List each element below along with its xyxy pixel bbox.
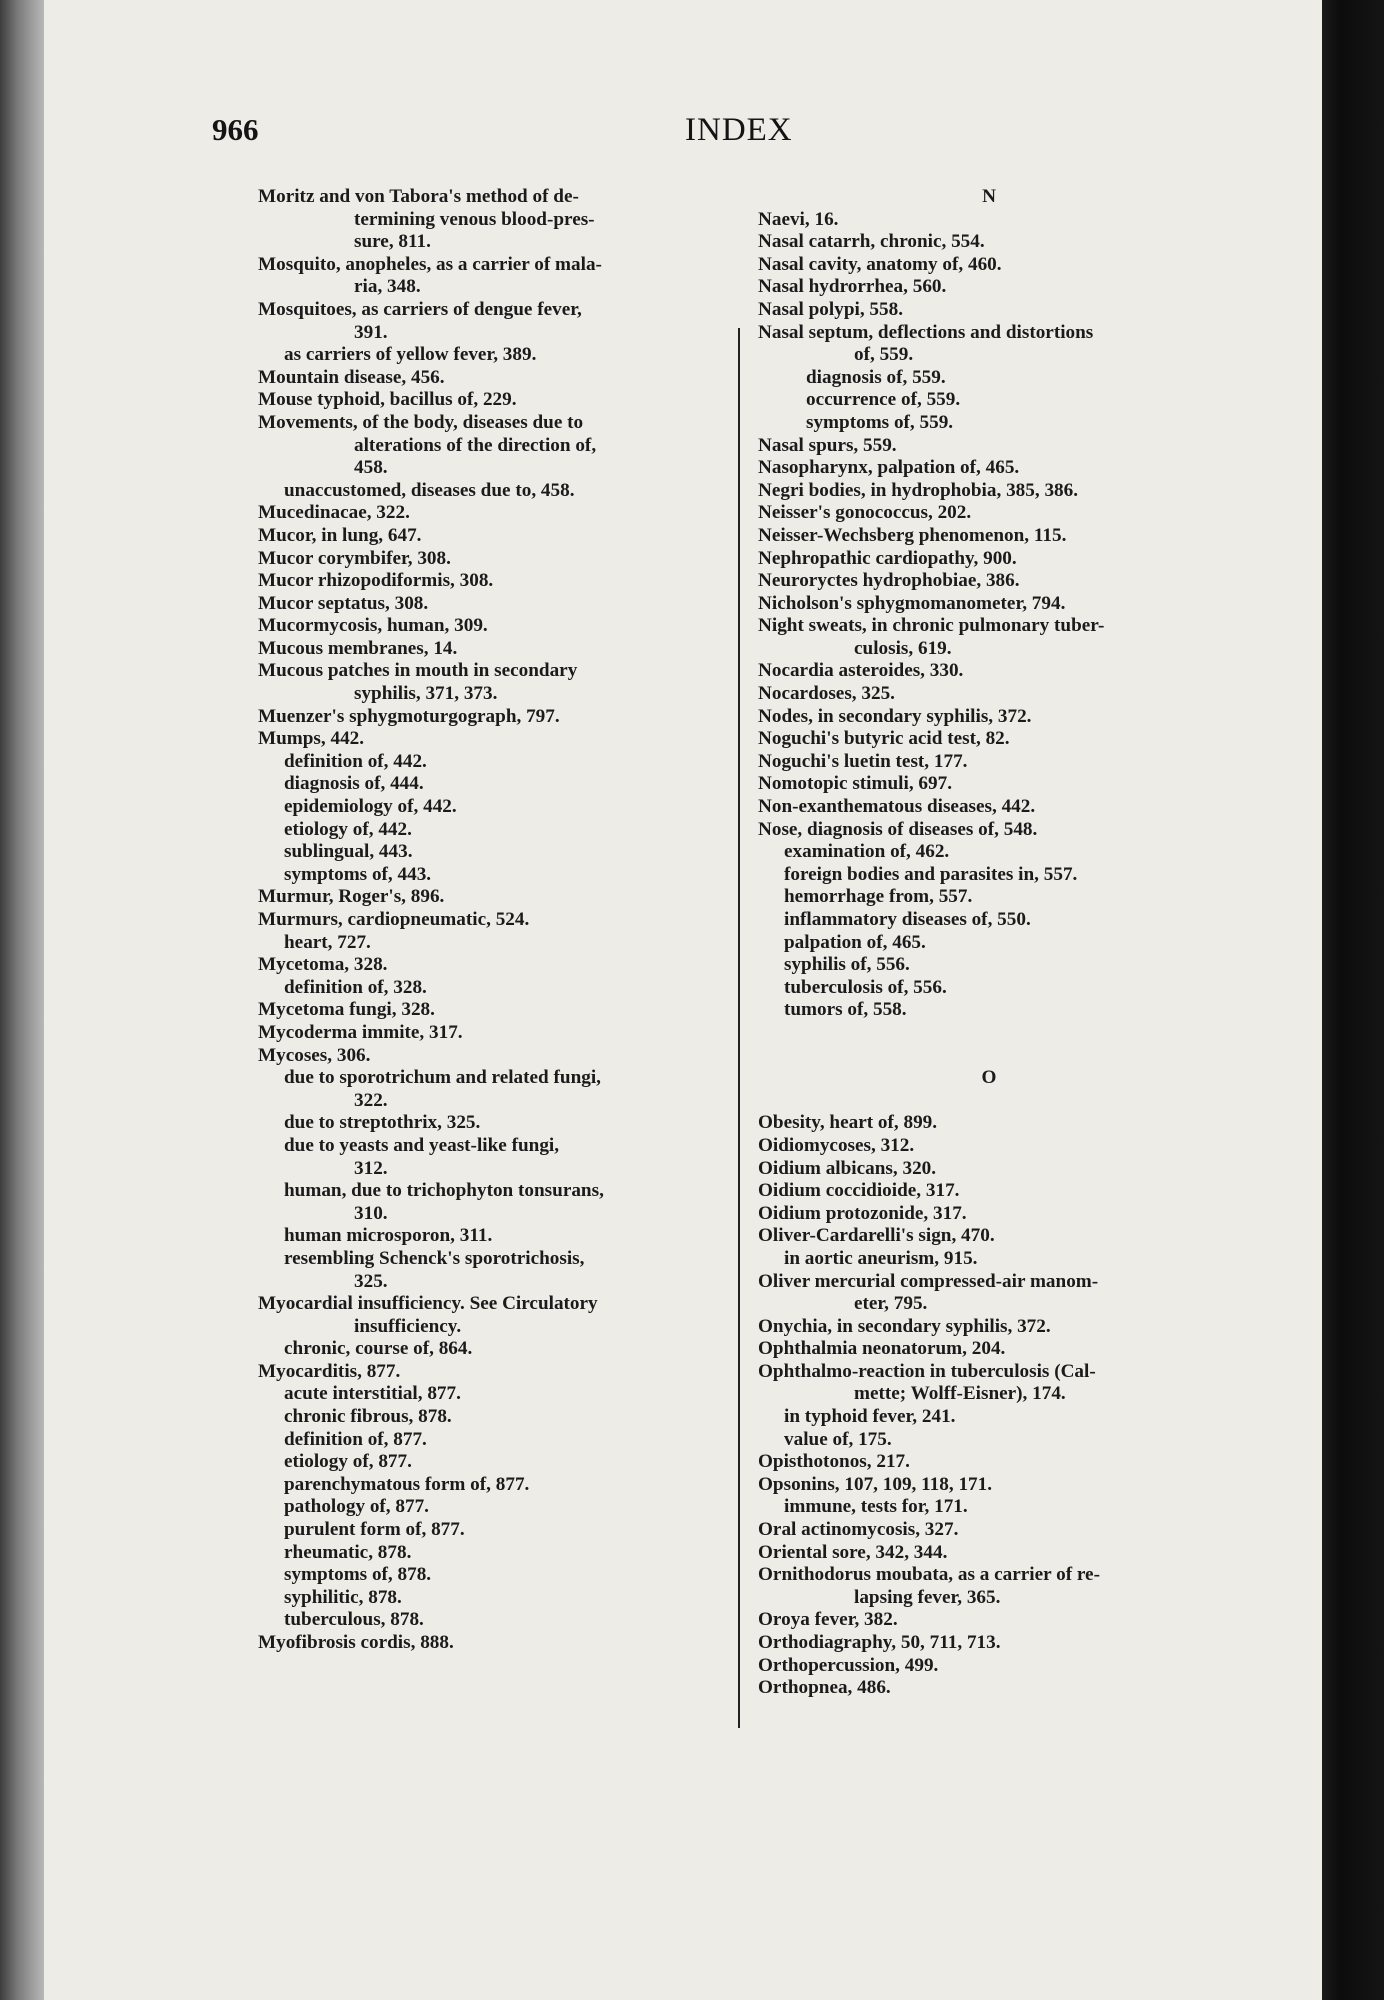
index-entry: Oriental sore, 342, 344. xyxy=(758,1541,948,1563)
index-subentry: resembling Schenck's sporotrichosis, xyxy=(284,1247,585,1269)
index-entry: Nasopharynx, palpation of, 465. xyxy=(758,457,1020,479)
index-entry: Night sweats, in chronic pulmonary tuber- xyxy=(758,615,1105,637)
index-entry: Nasal polypi, 558. xyxy=(758,298,904,320)
index-subentry: definition of, 328. xyxy=(284,976,427,998)
index-subentry: purulent form of, 877. xyxy=(284,1519,465,1541)
index-entry: Murmur, Roger's, 896. xyxy=(258,886,445,908)
index-subentry: human, due to trichophyton tonsurans, xyxy=(284,1180,604,1202)
index-subentry: value of, 175. xyxy=(784,1428,892,1450)
index-subentry: sublingual, 443. xyxy=(284,841,413,863)
index-entry-continuation: termining venous blood-pres- xyxy=(354,208,595,230)
index-entry: Naevi, 16. xyxy=(758,208,839,230)
index-entry: Neisser-Wechsberg phenomenon, 115. xyxy=(758,524,1067,546)
index-entry-continuation: of, 559. xyxy=(854,344,914,366)
index-entry: Ophthalmia neonatorum, 204. xyxy=(758,1338,1006,1360)
section-letter: N xyxy=(982,186,996,207)
index-entry-continuation: syphilis, 371, 373. xyxy=(354,683,498,705)
index-entry-continuation: 310. xyxy=(354,1202,388,1224)
index-entry: Onychia, in secondary syphilis, 372. xyxy=(758,1315,1051,1337)
index-entry-continuation: eter, 795. xyxy=(854,1293,928,1315)
index-subentry: epidemiology of, 442. xyxy=(284,796,457,818)
index-entry: Mucor, in lung, 647. xyxy=(258,524,422,546)
index-entry: Orthopnea, 486. xyxy=(758,1677,891,1699)
index-entry: Ornithodorus moubata, as a carrier of re- xyxy=(758,1564,1100,1586)
index-entry-continuation: mette; Wolff-Eisner), 174. xyxy=(854,1383,1066,1405)
index-entry: Non-exanthematous diseases, 442. xyxy=(758,796,1036,818)
index-subentry: in aortic aneurism, 915. xyxy=(784,1247,978,1269)
index-entry: Oidiomycoses, 312. xyxy=(758,1134,915,1156)
index-entry: Mouse typhoid, bacillus of, 229. xyxy=(258,389,517,411)
index-entry-continuation: ria, 348. xyxy=(354,276,421,298)
index-entry-continuation: 391. xyxy=(354,321,388,343)
index-subentry: tuberculosis of, 556. xyxy=(784,976,947,998)
index-entry-continuation: alterations of the direction of, xyxy=(354,434,597,456)
index-subentry: due to streptothrix, 325. xyxy=(284,1112,481,1134)
index-entry: Oidium protozonide, 317. xyxy=(758,1202,967,1224)
index-entry: Nocardoses, 325. xyxy=(758,683,895,705)
index-subentry: chronic fibrous, 878. xyxy=(284,1406,452,1428)
index-entry-continuation: 322. xyxy=(354,1089,388,1111)
index-entry: Orthopercussion, 499. xyxy=(758,1654,939,1676)
index-entry: Nicholson's sphygmomanometer, 794. xyxy=(758,592,1066,614)
index-entry: Nomotopic stimuli, 697. xyxy=(758,773,953,795)
index-entry: Noguchi's butyric acid test, 82. xyxy=(758,728,1010,750)
index-subentry: symptoms of, 878. xyxy=(284,1564,432,1586)
index-subentry: immune, tests for, 171. xyxy=(784,1496,968,1518)
index-subentry: chronic, course of, 864. xyxy=(284,1338,473,1360)
index-entry-continuation: insufficiency. xyxy=(354,1315,462,1337)
index-subentry: due to sporotrichum and related fungi, xyxy=(284,1067,601,1089)
index-subentry: definition of, 442. xyxy=(284,750,427,772)
index-column-right xyxy=(758,186,1220,1700)
index-subentry: as carriers of yellow fever, 389. xyxy=(284,344,537,366)
index-entry-continuation: 458. xyxy=(354,457,388,479)
index-subentry: heart, 727. xyxy=(284,931,371,953)
index-entry: Negri bodies, in hydrophobia, 385, 386. xyxy=(758,479,1079,501)
index-subentry: hemorrhage from, 557. xyxy=(784,886,973,908)
index-entry: Mycoderma immite, 317. xyxy=(258,1021,463,1043)
index-entry: Mosquito, anopheles, as a carrier of mala- xyxy=(258,253,602,275)
section-spacer xyxy=(758,1090,1220,1113)
index-subentry: tumors of, 558. xyxy=(784,999,907,1021)
index-entry: Myocarditis, 877. xyxy=(258,1360,401,1382)
index-entry: Mucormycosis, human, 309. xyxy=(258,615,488,637)
index-entry: Ophthalmo-reaction in tuberculosis (Cal- xyxy=(758,1360,1096,1382)
section-spacer xyxy=(758,1022,1220,1067)
index-subentry: unaccustomed, diseases due to, 458. xyxy=(284,479,575,501)
index-entry: Mycoses, 306. xyxy=(258,1044,371,1066)
index-entry: Mucor septatus, 308. xyxy=(258,592,429,614)
index-subentry: diagnosis of, 559. xyxy=(806,366,946,388)
index-entry: Nasal cavity, anatomy of, 460. xyxy=(758,253,1002,275)
index-subentry: palpation of, 465. xyxy=(784,931,926,953)
index-subentry: inflammatory diseases of, 550. xyxy=(784,909,1031,930)
index-entry: Neuroryctes hydrophobiae, 386. xyxy=(758,570,1020,592)
index-entry: Nasal septum, deflections and distortions xyxy=(758,321,1094,343)
index-entry: Mosquitoes, as carriers of dengue fever, xyxy=(258,298,582,320)
index-subentry: etiology of, 877. xyxy=(284,1451,412,1473)
page-number: 966 xyxy=(212,112,259,147)
index-entry: Movements, of the body, diseases due to xyxy=(258,411,584,433)
index-subentry: symptoms of, 559. xyxy=(806,411,954,433)
index-entry: Mucor corymbifer, 308. xyxy=(258,547,451,569)
index-column-left xyxy=(258,186,720,1655)
index-entry: Nodes, in secondary syphilis, 372. xyxy=(758,705,1032,727)
index-subentry: etiology of, 442. xyxy=(284,818,412,840)
index-entry: Murmurs, cardiopneumatic, 524. xyxy=(258,909,530,930)
index-entry: Nasal hydrorrhea, 560. xyxy=(758,276,947,298)
index-entry: Muenzer's sphygmoturgograph, 797. xyxy=(258,705,560,727)
index-subentry: human microsporon, 311. xyxy=(284,1225,493,1247)
index-entry-continuation: sure, 811. xyxy=(354,231,431,253)
index-entry: Oidium coccidioide, 317. xyxy=(758,1180,960,1202)
index-entry: Neisser's gonococcus, 202. xyxy=(758,502,972,524)
page-title: INDEX xyxy=(685,112,793,148)
index-entry: Mucous patches in mouth in secondary xyxy=(258,660,578,682)
index-entry: Nasal catarrh, chronic, 554. xyxy=(758,231,985,253)
section-letter: O xyxy=(981,1067,997,1089)
index-subentry: pathology of, 877. xyxy=(284,1496,429,1518)
index-subentry: symptoms of, 443. xyxy=(284,863,432,885)
index-subentry: parenchymatous form of, 877. xyxy=(284,1473,530,1495)
index-subentry: due to yeasts and yeast-like fungi, xyxy=(284,1134,560,1156)
index-entry: Myofibrosis cordis, 888. xyxy=(258,1632,454,1653)
index-subentry: examination of, 462. xyxy=(784,841,950,863)
index-entry-continuation: culosis, 619. xyxy=(854,637,952,659)
index-subentry: diagnosis of, 444. xyxy=(284,773,424,795)
scan-edge-right xyxy=(1322,0,1384,2000)
index-subentry: in typhoid fever, 241. xyxy=(784,1406,956,1428)
index-entry: Nose, diagnosis of diseases of, 548. xyxy=(758,818,1038,840)
index-entry: Oroya fever, 382. xyxy=(758,1609,898,1631)
index-entry: Mumps, 442. xyxy=(258,728,365,750)
index-entry: Mucor rhizopodiformis, 308. xyxy=(258,570,494,592)
index-entry-continuation: 312. xyxy=(354,1157,388,1179)
index-entry: Mountain disease, 456. xyxy=(258,366,445,388)
index-subentry: syphilitic, 878. xyxy=(284,1586,402,1608)
index-entry: Mucedinacae, 322. xyxy=(258,502,410,524)
index-subentry: rheumatic, 878. xyxy=(284,1541,412,1563)
index-entry: Opsonins, 107, 109, 118, 171. xyxy=(758,1473,993,1495)
index-subentry: foreign bodies and parasites in, 557. xyxy=(784,863,1078,885)
index-entry: Mycetoma fungi, 328. xyxy=(258,999,435,1021)
index-entry: Mucous membranes, 14. xyxy=(258,637,458,659)
index-entry: Oliver mercurial compressed-air manom- xyxy=(758,1270,1099,1292)
index-entry: Myocardial insufficiency. See Circulatory xyxy=(258,1293,598,1315)
index-entry: Oidium albicans, 320. xyxy=(758,1157,937,1179)
index-subentry: tuberculous, 878. xyxy=(284,1609,424,1631)
index-subentry: definition of, 877. xyxy=(284,1428,427,1450)
column-divider xyxy=(738,328,740,1728)
scan-edge-left xyxy=(0,0,44,2000)
index-entry: Obesity, heart of, 899. xyxy=(758,1112,938,1134)
index-entry: Nasal spurs, 559. xyxy=(758,434,897,456)
index-subentry: occurrence of, 559. xyxy=(806,389,961,411)
index-entry: Moritz and von Tabora's method of de- xyxy=(258,186,579,207)
index-entry: Oliver-Cardarelli's sign, 470. xyxy=(758,1225,995,1247)
index-subentry: acute interstitial, 877. xyxy=(284,1383,461,1405)
index-entry-continuation: lapsing fever, 365. xyxy=(854,1586,1001,1608)
index-entry-continuation: 325. xyxy=(354,1270,388,1292)
index-entry: Mycetoma, 328. xyxy=(258,954,388,976)
index-entry: Opisthotonos, 217. xyxy=(758,1451,910,1473)
index-subentry: syphilis of, 556. xyxy=(784,954,910,976)
index-entry: Oral actinomycosis, 327. xyxy=(758,1519,959,1541)
index-entry: Nocardia asteroides, 330. xyxy=(758,660,964,682)
index-entry: Orthodiagraphy, 50, 711, 713. xyxy=(758,1632,1001,1653)
index-entry: Noguchi's luetin test, 177. xyxy=(758,750,968,772)
index-entry: Nephropathic cardiopathy, 900. xyxy=(758,547,1017,569)
